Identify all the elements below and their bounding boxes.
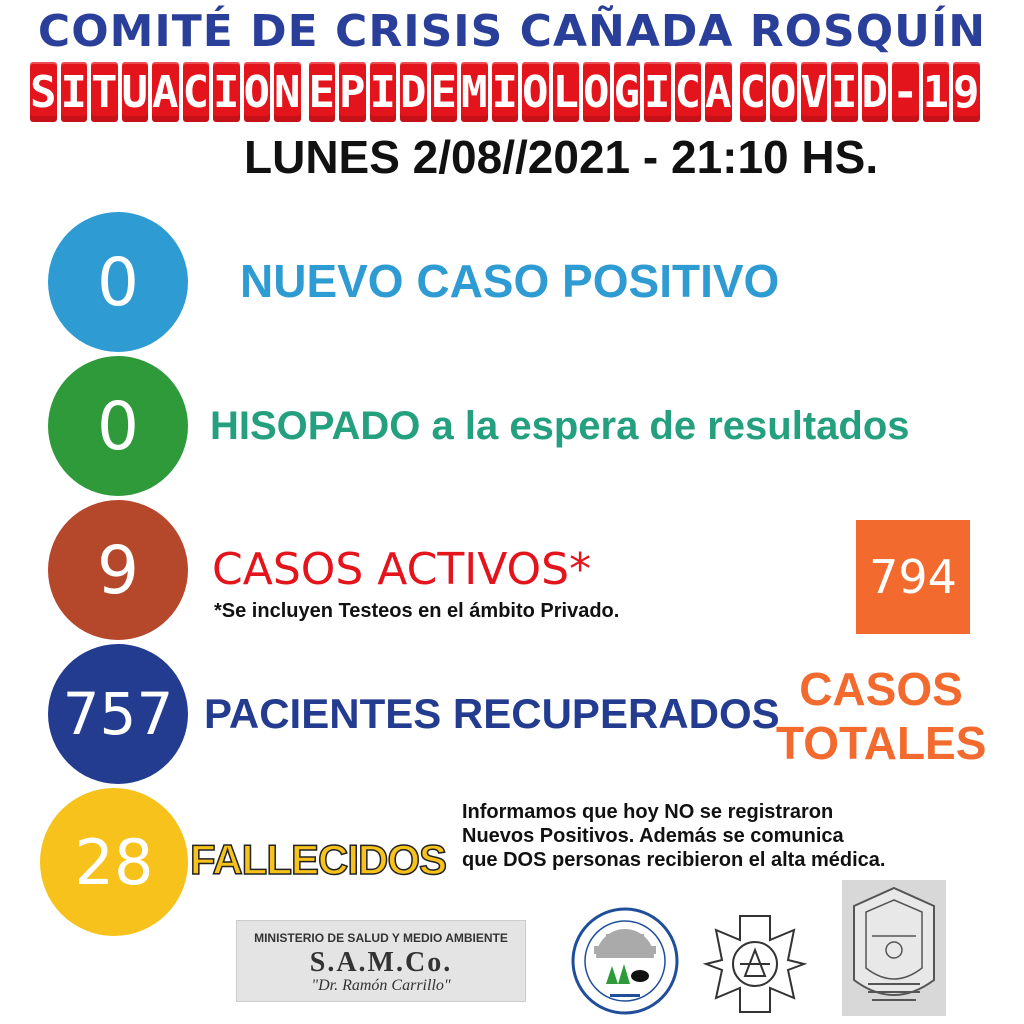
banner-letter-tile: -: [892, 62, 919, 122]
banner-letter-tile: U: [122, 62, 149, 122]
banner-letter-tile: I: [61, 62, 88, 122]
banner-letter-tile: I: [213, 62, 240, 122]
recovered-value: 757: [62, 680, 174, 748]
banner-letter-tile: 1: [923, 62, 950, 122]
active-cases-value: 9: [97, 531, 139, 609]
banner-letter-tile: D: [400, 62, 427, 122]
total-cases-box: [856, 520, 970, 634]
banner-letter-tile: M: [461, 62, 488, 122]
banner-letter-tile: S: [30, 62, 57, 122]
pending-swabs-label: HISOPADO a la espera de resultados: [210, 404, 910, 448]
banner-letter-tile: T: [91, 62, 118, 122]
report-date: LUNES 2/08//2021 - 21:10 HS.: [244, 131, 879, 183]
pending-swabs-value: 0: [97, 387, 139, 465]
banner-letter-tile: E: [431, 62, 458, 122]
banner-letter-tile: O: [244, 62, 271, 122]
info-line-2: Nuevos Positivos. Además se comunica: [462, 825, 844, 847]
banner-letter-tile: C: [183, 62, 210, 122]
comisaria-seal-icon: [842, 880, 946, 1016]
banner-letter-tile: I: [370, 62, 397, 122]
new-cases-value: 0: [97, 243, 139, 321]
banner-letter-tile: O: [583, 62, 610, 122]
banner-letter-tile: P: [339, 62, 366, 122]
banner-letter-tile: I: [492, 62, 519, 122]
banner-letter-tile: A: [152, 62, 179, 122]
info-line-1: Informamos que hoy NO se registraron: [462, 801, 834, 823]
pending-swabs-circle: [48, 356, 188, 496]
banner-letter-tile: L: [553, 62, 580, 122]
banner-letter-tile: I: [644, 62, 671, 122]
banner-letter-tile: V: [801, 62, 828, 122]
banner-letter-tile: D: [862, 62, 889, 122]
deaths-circle: [40, 788, 188, 936]
banner-letter-tile: G: [614, 62, 641, 122]
samco-ministry: MINISTERIO DE SALUD Y MEDIO AMBIENTE: [254, 931, 508, 945]
samco-logo: [236, 920, 526, 1002]
banner-letter-tile: 9: [953, 62, 980, 122]
recovered-label: PACIENTES RECUPERADOS: [204, 690, 780, 737]
active-cases-label: CASOS ACTIVOS*: [212, 544, 592, 595]
banner: [30, 62, 978, 122]
total-cases-label: [776, 662, 986, 770]
banner-letter-tile: C: [675, 62, 702, 122]
total-cases-label-line1: CASOS: [799, 663, 963, 715]
total-cases-label-line2: TOTALES: [776, 717, 987, 769]
recovered-circle: [48, 644, 188, 784]
deaths-label: FALLECIDOS: [190, 836, 447, 883]
banner-letter-tile: C: [740, 62, 767, 122]
banner-letter-tile: N: [274, 62, 301, 122]
banner-letter-tile: I: [831, 62, 858, 122]
total-cases-value: 794: [869, 550, 957, 604]
samco-name: S.A.M.Co.: [309, 947, 453, 978]
banner-letter-tile: O: [770, 62, 797, 122]
samco-doctor: "Dr. Ramón Carrillo": [311, 977, 451, 994]
info-line-3: que DOS personas recibieron el alta médica.: [462, 849, 886, 871]
banner-letter-tile: O: [522, 62, 549, 122]
banner-letter-tile: A: [705, 62, 732, 122]
page-title: COMITÉ DE CRISIS CAÑADA ROSQUÍN: [37, 6, 987, 57]
bomberos-logo-icon: [700, 910, 810, 1018]
active-cases-note: *Se incluyen Testeos en el ámbito Privado.: [214, 600, 620, 622]
new-cases-circle: [48, 212, 188, 352]
info-message: [462, 800, 1002, 872]
comuna-logo-icon: [566, 906, 684, 1016]
new-cases-label: NUEVO CASO POSITIVO: [240, 255, 780, 307]
banner-letter-tile: E: [309, 62, 336, 122]
deaths-value: 28: [74, 825, 154, 899]
active-cases-circle: [48, 500, 188, 640]
